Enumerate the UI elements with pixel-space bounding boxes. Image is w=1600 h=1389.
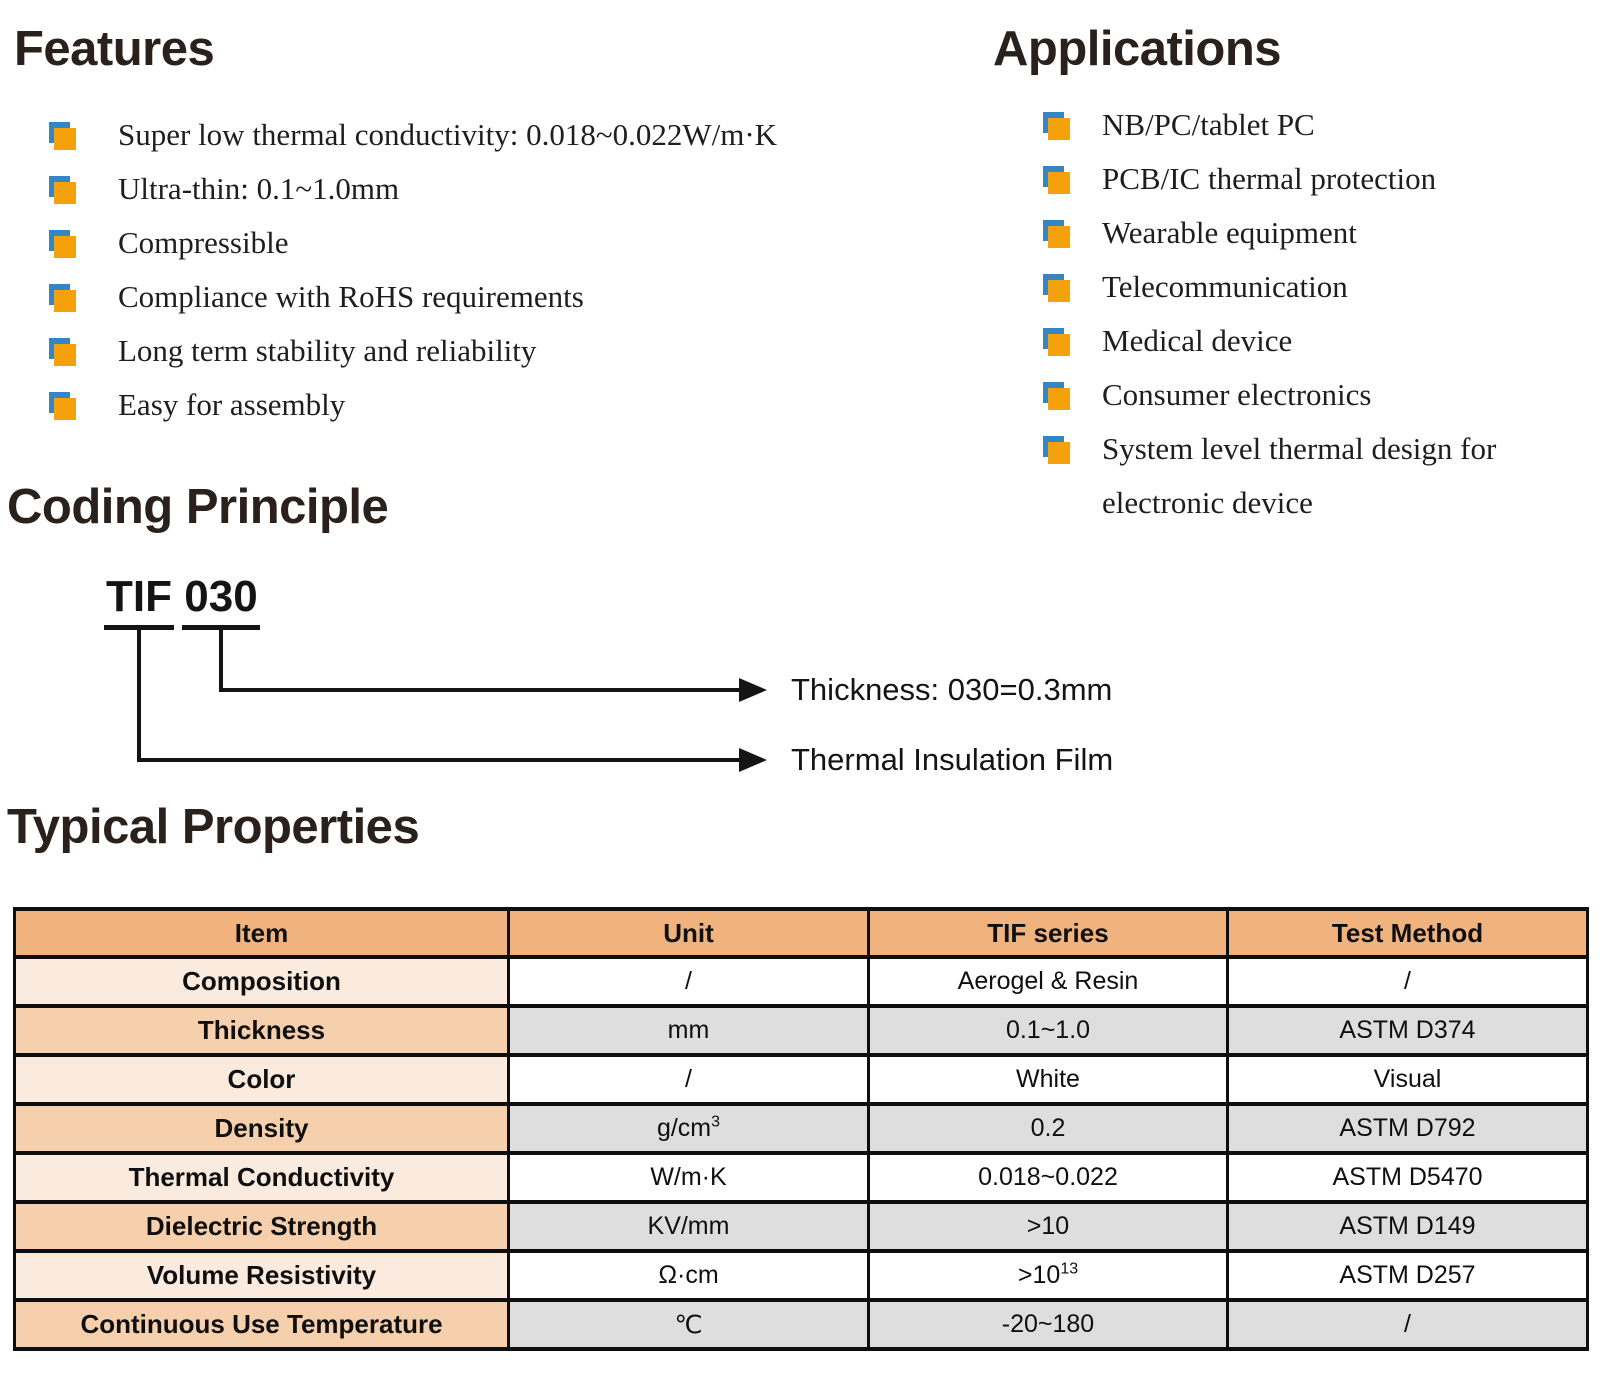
unit-cell: mm bbox=[509, 1006, 869, 1055]
bullet-square-icon bbox=[1043, 166, 1070, 193]
test-method-cell: ASTM D5470 bbox=[1228, 1153, 1588, 1202]
properties-table-body bbox=[15, 957, 1588, 1349]
bullet-square-icon bbox=[1043, 328, 1070, 355]
coding-principle-heading: Coding Principle bbox=[7, 480, 389, 534]
list-item-label: Long term stability and reliability bbox=[118, 333, 537, 368]
list-item bbox=[1043, 152, 1513, 206]
film-arrow-icon bbox=[139, 628, 767, 772]
tif-series-cell: 0.1~1.0 bbox=[869, 1006, 1228, 1055]
table-row bbox=[15, 1055, 1588, 1104]
list-item bbox=[49, 270, 829, 324]
item-cell: Continuous Use Temperature bbox=[15, 1300, 509, 1349]
item-cell: Density bbox=[15, 1104, 509, 1153]
list-item-label: Compliance with RoHS requirements bbox=[118, 279, 584, 314]
list-item-label: Consumer electronics bbox=[1102, 377, 1372, 412]
applications-list bbox=[1043, 98, 1513, 530]
tif-series-cell: -20~180 bbox=[869, 1300, 1228, 1349]
list-item-label: System level thermal design for electronic device bbox=[1102, 431, 1497, 520]
item-cell: Composition bbox=[15, 957, 509, 1006]
column-header: TIF series bbox=[869, 909, 1228, 957]
tif-series-cell: 0.018~0.022 bbox=[869, 1153, 1228, 1202]
bullet-square-icon bbox=[49, 122, 76, 149]
thickness-arrow-label: Thickness: 030=0.3mm bbox=[791, 672, 1113, 707]
tif-series-cell: White bbox=[869, 1055, 1228, 1104]
list-item bbox=[1043, 98, 1513, 152]
test-method-cell: ASTM D149 bbox=[1228, 1202, 1588, 1251]
bullet-square-icon bbox=[49, 284, 76, 311]
bullet-square-icon bbox=[49, 176, 76, 203]
bullet-square-icon bbox=[1043, 382, 1070, 409]
code-prefix-text: TIF bbox=[106, 572, 172, 621]
bullet-square-icon bbox=[1043, 220, 1070, 247]
features-heading: Features bbox=[14, 22, 215, 76]
list-item bbox=[49, 378, 829, 432]
applications-heading: Applications bbox=[993, 22, 1282, 76]
list-item-label: NB/PC/tablet PC bbox=[1102, 107, 1315, 142]
column-header: Item bbox=[15, 909, 509, 957]
table-row bbox=[15, 957, 1588, 1006]
typical-properties-heading: Typical Properties bbox=[7, 800, 420, 854]
tif-series-cell: $>10^{13}$ bbox=[869, 1251, 1228, 1300]
table-row bbox=[15, 1104, 1588, 1153]
unit-cell: ℃ bbox=[509, 1300, 869, 1349]
list-item bbox=[49, 108, 829, 162]
film-arrow-label: Thermal Insulation Film bbox=[791, 742, 1114, 777]
unit-cell: KV/mm bbox=[509, 1202, 869, 1251]
typical-properties-table bbox=[13, 907, 1589, 1351]
bullet-square-icon bbox=[1043, 112, 1070, 139]
table-row bbox=[15, 1153, 1588, 1202]
test-method-cell: ASTM D257 bbox=[1228, 1251, 1588, 1300]
test-method-cell: ASTM D374 bbox=[1228, 1006, 1588, 1055]
column-header: Unit bbox=[509, 909, 869, 957]
list-item-label: Compressible bbox=[118, 225, 289, 260]
list-item-label: Wearable equipment bbox=[1102, 215, 1357, 250]
unit-cell: Ω·cm bbox=[509, 1251, 869, 1300]
code-suffix-text: 030 bbox=[184, 572, 258, 621]
tif-series-cell: >10 bbox=[869, 1202, 1228, 1251]
item-cell: Thickness bbox=[15, 1006, 509, 1055]
properties-table-header-row bbox=[15, 909, 1588, 957]
list-item-label: Medical device bbox=[1102, 323, 1293, 358]
unit-cell: $g/cm^3$ bbox=[509, 1104, 869, 1153]
unit-cell: / bbox=[509, 1055, 869, 1104]
test-method-cell: ASTM D792 bbox=[1228, 1104, 1588, 1153]
item-cell: Dielectric Strength bbox=[15, 1202, 509, 1251]
list-item-label: Telecommunication bbox=[1102, 269, 1348, 304]
list-item bbox=[1043, 314, 1513, 368]
bullet-square-icon bbox=[49, 392, 76, 419]
bullet-square-icon bbox=[49, 338, 76, 365]
features-list bbox=[49, 108, 829, 432]
list-item bbox=[1043, 368, 1513, 422]
list-item-label: PCB/IC thermal protection bbox=[1102, 161, 1437, 196]
column-header: Test Method bbox=[1228, 909, 1588, 957]
list-item bbox=[49, 324, 829, 378]
thickness-arrow-icon bbox=[221, 628, 767, 702]
table-row bbox=[15, 1251, 1588, 1300]
item-cell: Color bbox=[15, 1055, 509, 1104]
test-method-cell: Visual bbox=[1228, 1055, 1588, 1104]
list-item bbox=[49, 162, 829, 216]
bullet-square-icon bbox=[1043, 274, 1070, 301]
list-item bbox=[49, 216, 829, 270]
item-cell: Thermal Conductivity bbox=[15, 1153, 509, 1202]
tif-series-cell: 0.2 bbox=[869, 1104, 1228, 1153]
tif-series-cell: Aerogel & Resin bbox=[869, 957, 1228, 1006]
bullet-square-icon bbox=[49, 230, 76, 257]
list-item bbox=[1043, 206, 1513, 260]
item-cell: Volume Resistivity bbox=[15, 1251, 509, 1300]
unit-cell: / bbox=[509, 957, 869, 1006]
bullet-square-icon bbox=[1043, 436, 1070, 463]
list-item bbox=[1043, 422, 1513, 530]
list-item-label: Ultra-thin: 0.1~1.0mm bbox=[118, 171, 400, 206]
table-row bbox=[15, 1300, 1588, 1349]
unit-cell: W/m·K bbox=[509, 1153, 869, 1202]
list-item bbox=[1043, 260, 1513, 314]
list-item-label: Super low thermal conductivity: 0.018~0.022W/m·K bbox=[118, 117, 778, 152]
list-item-label: Easy for assembly bbox=[118, 387, 346, 422]
table-row bbox=[15, 1006, 1588, 1055]
test-method-cell: / bbox=[1228, 957, 1588, 1006]
test-method-cell: / bbox=[1228, 1300, 1588, 1349]
table-row bbox=[15, 1202, 1588, 1251]
